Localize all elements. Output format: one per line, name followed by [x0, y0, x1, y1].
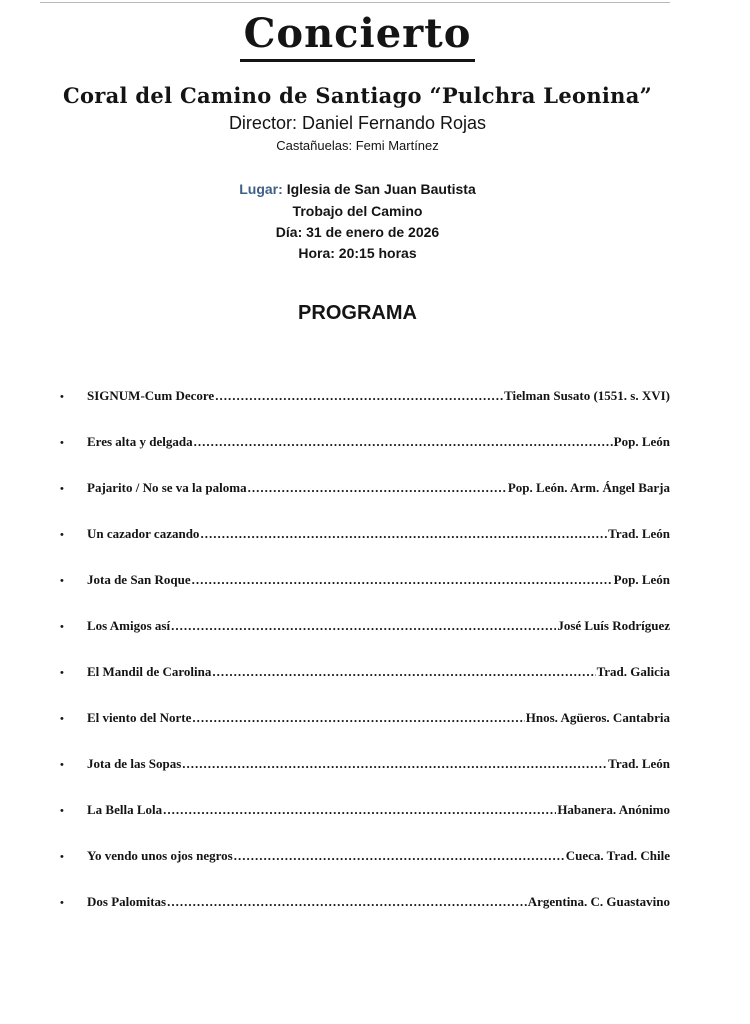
bullet-icon: •	[60, 437, 64, 449]
program-item	[60, 840, 670, 886]
bullet-icon: •	[60, 897, 64, 909]
piece-title: Pajarito / No se va la paloma	[87, 480, 247, 495]
bullet-icon: •	[60, 851, 64, 863]
concert-title-text: Concierto	[240, 11, 476, 62]
piece-composer: Trad. León	[608, 526, 670, 541]
dot-leader	[167, 886, 527, 918]
piece-title: La Bella Lola	[87, 802, 163, 817]
piece-title: Jota de San Roque	[87, 572, 191, 587]
program-item	[60, 702, 670, 748]
program-item	[60, 748, 670, 794]
dot-leader	[163, 794, 556, 826]
venue-line	[0, 181, 715, 197]
bullet-icon: •	[60, 529, 64, 541]
program-item	[60, 656, 670, 702]
program-list	[60, 380, 670, 932]
piece-title: Jota de las Sopas	[87, 756, 182, 771]
concert-title	[0, 10, 715, 62]
program-item	[60, 794, 670, 840]
piece-title: El Mandil de Carolina	[87, 664, 212, 679]
director-line: Director: Daniel Fernando Rojas	[228, 113, 487, 133]
bullet-icon: •	[60, 483, 64, 495]
dot-leader	[212, 656, 595, 688]
dot-leader	[171, 610, 556, 642]
program-item	[60, 380, 670, 426]
piece-composer: Pop. León	[613, 434, 670, 449]
bullet-icon: •	[60, 575, 64, 587]
dot-leader	[234, 840, 565, 872]
bullet-icon: •	[60, 391, 64, 403]
bullet-icon: •	[60, 667, 64, 679]
castanuelas-line: Castañuelas: Femi Martínez	[276, 138, 439, 153]
piece-composer: Cueca. Trad. Chile	[565, 848, 670, 863]
dot-leader	[192, 702, 524, 734]
piece-title: Yo vendo unos ojos negros	[87, 848, 233, 863]
piece-title: Dos Palomitas	[87, 894, 167, 909]
bullet-icon: •	[60, 621, 64, 633]
piece-composer: Tielman Susato (1551. s. XVI)	[504, 388, 670, 403]
piece-title: Eres alta y delgada	[87, 434, 193, 449]
piece-title: SIGNUM-Cum Decore	[87, 388, 215, 403]
program-item	[60, 886, 670, 932]
piece-title: Un cazador cazando	[87, 526, 200, 541]
program-item	[60, 518, 670, 564]
bullet-icon: •	[60, 759, 64, 771]
dot-leader	[192, 564, 613, 596]
piece-composer: Pop. León. Arm. Ángel Barja	[507, 480, 670, 495]
dot-leader	[194, 426, 613, 458]
piece-title: El viento del Norte	[87, 710, 192, 725]
dot-leader	[248, 472, 507, 504]
piece-title: Los Amigos así	[87, 618, 171, 633]
dot-leader	[215, 380, 503, 412]
bullet-icon: •	[60, 713, 64, 725]
venue-label: Lugar:	[239, 181, 283, 197]
choir-name: Coral del Camino de Santiago “Pulchra Leonina”	[62, 83, 653, 108]
date-line: Día: 31 de enero de 2026	[275, 224, 440, 240]
bullet-icon: •	[60, 805, 64, 817]
dot-leader	[200, 518, 607, 550]
program-item	[60, 564, 670, 610]
venue-value: Iglesia de San Juan Bautista	[286, 181, 476, 197]
program-item	[60, 472, 670, 518]
piece-composer: Trad. Galicia	[596, 664, 670, 679]
town-line: Trobajo del Camino	[292, 203, 423, 219]
piece-composer: Habanera. Anónimo	[557, 802, 670, 817]
top-divider	[40, 2, 670, 3]
piece-composer: Pop. León	[613, 572, 670, 587]
dot-leader	[182, 748, 607, 780]
piece-composer: Argentina. C. Guastavino	[527, 894, 670, 909]
time-line: Hora: 20:15 horas	[298, 245, 417, 261]
piece-composer: Trad. León	[608, 756, 670, 771]
program-item	[60, 426, 670, 472]
piece-composer: Hnos. Agüeros. Cantabria	[525, 710, 670, 725]
programa-heading: PROGRAMA	[298, 302, 417, 324]
program-item	[60, 610, 670, 656]
piece-composer: José Luís Rodríguez	[557, 618, 670, 633]
